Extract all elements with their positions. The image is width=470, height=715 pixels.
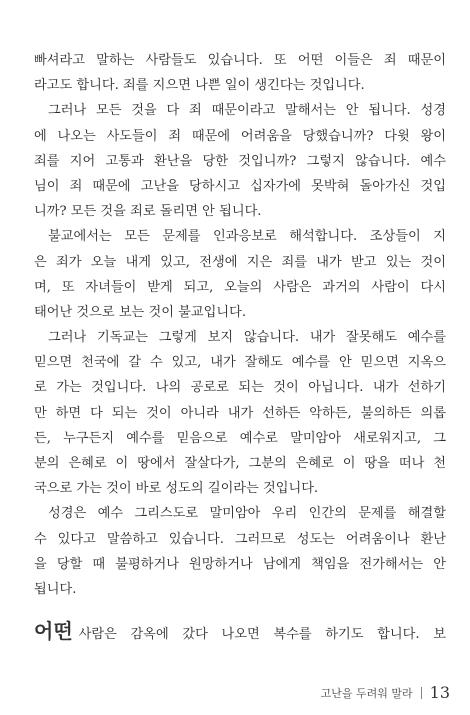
text-line: 그러나 모든 것을 다 죄 때문이라고 말해서는 안 됩니다. 성경	[48, 103, 446, 119]
lead-word: 어떤	[34, 619, 73, 644]
text-line: 라고도 합니다. 죄를 지으면 나쁜 일이 생긴다는 것입니다.	[34, 78, 365, 94]
body-text	[34, 48, 446, 646]
footer-divider	[421, 687, 422, 699]
text-line: 국으로 가는 것이 바로 성도의 길이라는 것입니다.	[34, 481, 319, 497]
text-line: 믿으면 천국에 갈 수 있고, 내가 잘해도 예수를 안 믿으면 지옥으	[34, 355, 446, 371]
text-line: 니까? 모든 것을 죄로 돌리면 안 됩니다.	[34, 204, 262, 220]
page-footer	[321, 683, 450, 702]
final-paragraph	[34, 616, 446, 646]
text-line: 빠셔라고 말하는 사람들도 있습니다. 또 어떤 이들은 죄 때문이	[34, 53, 446, 68]
text-line: 됩니다.	[34, 581, 77, 597]
text-line: 만 하면 다 되는 것이 아니라 내가 선하든 악하든, 불의하든 의롭	[34, 405, 446, 421]
text-line: 불교에서는 모든 문제를 인과응보로 해석합니다. 조상들이 지	[48, 229, 446, 245]
running-title: 고난을 두려워 말라	[320, 686, 413, 700]
text-line: 분의 은혜로 이 땅에서 잘살다가, 그분의 은혜로 이 땅을 떠나 천	[34, 456, 446, 471]
text-line: 님이 죄 때문에 고난을 당하시고 십자가에 못박혀 돌아가신 것입	[34, 178, 446, 194]
text-line: 성경은 예수 그리스도로 말미암아 우리 인간의 문제를 해결할	[48, 506, 446, 522]
text-line: 그러나 기독교는 그렇게 보지 않습니다. 내가 잘못해도 예수를	[48, 330, 446, 346]
text-line: 수 있다고 말씀하고 있습니다. 그러므로 성도는 어려움이나 환난	[34, 531, 446, 547]
final-paragraph-text: 사람은 감옥에 갔다 나오면 복수를 하기도 합니다. 보	[78, 627, 446, 643]
text-line: 태어난 것으로 보는 것이 불교입니다.	[34, 304, 247, 320]
text-line: 에 나오는 사도들이 죄 때문에 어려움을 당했습니까? 다윗 왕이	[34, 128, 446, 144]
text-line: 죄를 지어 고통과 환난을 당한 것입니까? 그렇지 않습니다. 예수	[34, 153, 446, 169]
text-line: 든, 누구든지 예수를 믿음으로 예수로 말미암아 새로워지고, 그	[34, 430, 446, 446]
page-number: 13	[429, 683, 450, 702]
text-line: 며, 또 자녀들이 받게 되고, 오늘의 사람은 과거의 사람이 다시	[34, 279, 446, 295]
text-line: 은 죄가 오늘 내게 있고, 전생에 지은 죄를 내가 받고 있는 것이	[34, 254, 446, 270]
text-line: 로 가는 것입니다. 나의 공로로 되는 것이 아닙니다. 내가 선하기	[34, 380, 446, 396]
text-line: 을 당할 때 불평하거나 원망하거나 남에게 책임을 전가해서는 안	[34, 556, 446, 572]
